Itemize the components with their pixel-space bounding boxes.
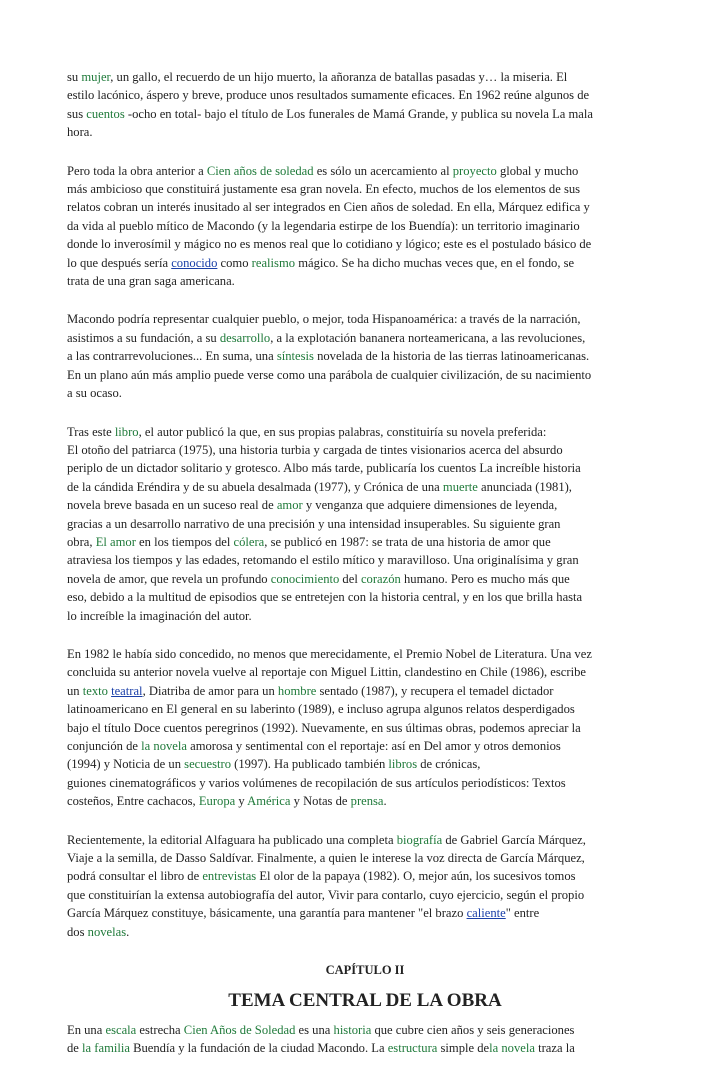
text-run: " entre [505,906,540,921]
paragraph-p1 [67,68,663,142]
text-line [67,329,663,347]
text-line [67,496,663,514]
text-line [67,831,663,849]
chapter-title: TEMA CENTRAL DE LA OBRA [228,990,502,1012]
keyword-link[interactable]: la familia [82,1041,130,1056]
text-run: dos [67,924,88,939]
keyword-link[interactable]: estructura [387,1041,438,1056]
text-run: anunciada (1981), [477,479,572,494]
keyword-link[interactable]: muerte [442,479,478,494]
text-run: y Notas de [290,794,351,809]
text-run: novela de amor, que revela un profundo [67,571,271,586]
chapter-label: CAPÍTULO II [325,963,405,978]
text-run: lo increíble la imaginación del autor. [67,608,252,623]
text-run: bajo el título Doce cuentos peregrinos (1992). Nuevamente, en sus últimas obras, podemos apreciar la [67,720,581,735]
text-run: su [67,70,82,84]
text-line [67,700,663,718]
document-page [67,68,663,1078]
text-line [67,570,663,588]
text-line [67,198,663,216]
text-run: obra, [67,534,96,549]
text-run: más ambicioso que constituirá justamente esa gran novela. En efecto, muchos de los elementos de sus [67,182,581,197]
text-run: simple de [437,1041,490,1056]
text-run: novela breve basada en un suceso real de [67,498,277,513]
text-run: sus [67,106,87,121]
text-run: a su ocaso. [67,386,122,401]
text-run: que constituirían la extensa autobiografía del autor, Vivir para contarlo, cuyo ejercicio, según el propio [67,887,585,902]
text-line [67,867,663,885]
text-run: En 1982 le había sido concedido, no menos que merecidamente, el Premio Nobel de Literatura. Una vez [67,646,592,661]
text-line [67,366,663,384]
text-run: global y mucho [496,163,579,178]
paragraph-p7 [67,1021,663,1058]
text-run: El otoño del patriarca (1975), una historia turbia y cargada de tintes visionarios acerca del absurdo [67,442,563,457]
text-run: , a la explotación bananera norteamericana, a las revoluciones, [270,330,586,345]
text-run: humano. Pero es mucho más que [400,571,570,586]
text-line [67,607,663,625]
text-run: hora. [67,125,93,140]
paragraph-p5 [67,645,663,811]
text-line [67,441,663,459]
keyword-link[interactable]: historia [333,1023,372,1038]
keyword-link[interactable]: mujer [81,70,111,84]
keyword-link[interactable]: la novela [141,739,187,753]
text-line [67,459,663,477]
text-run: estrecha [136,1023,184,1038]
text-run: podrá consultar el libro de [67,869,203,884]
text-run: que cubre cien años y seis generaciones [371,1023,575,1038]
text-run: a las contrarrevoluciones... En suma, una [67,349,277,364]
keyword-link[interactable]: secuestro [184,757,232,772]
text-line [67,849,663,867]
text-line [67,515,663,533]
text-run: y [235,794,248,809]
text-line [67,755,663,773]
text-run: Pero toda la obra anterior a [67,163,207,178]
text-line [67,663,663,681]
text-run: traza la [534,1041,575,1056]
body-text [67,68,663,941]
text-line [67,792,663,810]
text-run: sentado (1987), y recupera el temadel dictador [316,683,554,698]
text-run: Tras este [67,424,115,439]
keyword-link[interactable]: texto [82,683,108,698]
keyword-link[interactable]: hombre [277,683,317,698]
text-run: . [126,924,130,939]
text-run: En una [67,1023,106,1038]
text-run: (1997). Ha publicado también [231,757,389,772]
text-line [67,923,663,941]
text-line [67,423,663,441]
text-run: , se publicó en 1987: se trata de una historia de amor que [264,534,551,549]
keyword-link[interactable]: biografía [396,832,443,847]
text-run: lo que después sería [67,255,172,270]
text-line [67,310,663,328]
keyword-link[interactable]: Cien Años de Soledad [183,1023,296,1038]
text-line [67,105,663,123]
text-run: -ocho en total- bajo el título de Los funerales de Mamá Grande, y publica su novela La mala [124,106,593,121]
hyperlink[interactable]: teatral [111,683,143,698]
text-run: En un plano aún más amplio puede verse como una parábola de cualquier civilización, de su nacimiento [67,367,592,382]
text-run: costeños, Entre cachacos, [67,794,199,809]
text-line [67,217,663,235]
text-line [67,478,663,496]
text-line [67,551,663,569]
text-run: novelada de la historia de las tierras latinoamericanas. [313,349,590,364]
keyword-link[interactable]: realismo [251,255,296,270]
text-run: relatos cobran un interés inusitado al ser integrados en Cien años de soledad. En ella, Márquez edifica y [67,200,590,215]
keyword-link[interactable]: Cien años de soledad [206,163,314,178]
keyword-link[interactable]: síntesis [276,349,314,364]
text-line [67,384,663,402]
text-run: gracias a un desarrollo narrativo de una precisión y una intensidad insuperables. Su siguiente gran [67,516,561,531]
text-run: de crónicas, [417,757,481,772]
keyword-link[interactable]: desarrollo [219,330,271,345]
text-run: Recientemente, la editorial Alfaguara ha publicado una completa [67,832,397,847]
keyword-link[interactable]: escala [105,1023,137,1038]
text-run: latinoamericano en El general en su laberinto (1989), e incluso agrupa algunos relatos desperdigados [67,702,575,717]
text-line [67,235,663,253]
paragraph-p4 [67,423,663,625]
keyword-link[interactable]: conocimiento [270,571,340,586]
text-run: García Márquez constituye, básicamente, una garantía para mantener "el brazo [67,906,467,921]
keyword-link[interactable]: libro [114,424,139,439]
text-run: estilo lacónico, áspero y breve, produce unos resultados sumamente eficaces. En 1962 reúne algunos de [67,88,590,103]
keyword-link[interactable]: América [247,794,291,809]
text-run: de la cándida Eréndira y de su abuela desalmada (1977), y Crónica de una [67,479,443,494]
text-line [67,588,663,606]
text-run: Macondo podría representar cualquier pueblo, o mejor, toda Hispanoamérica: a través de la narración, [67,312,581,327]
text-run: de [67,1041,83,1056]
paragraph-p6 [67,831,663,941]
paragraph-p2 [67,162,663,291]
keyword-link[interactable]: novelas [87,924,127,939]
keyword-link[interactable]: prensa [350,794,384,809]
text-run: y venganza que adquiere dimensiones de leyenda, [302,498,558,513]
text-line [67,347,663,365]
keyword-link[interactable]: cólera [233,534,265,549]
text-line [67,774,663,792]
text-run: Viaje a la semilla, de Dasso Saldívar. Finalmente, a quien le interese la voz directa de García Márquez, [67,851,585,866]
keyword-link[interactable]: entrevistas [202,869,257,884]
text-line [67,272,663,290]
text-line [67,68,663,86]
text-line [67,86,663,104]
keyword-link[interactable]: Europa [198,794,236,809]
keyword-link[interactable]: corazón [360,571,401,586]
text-line [67,719,663,737]
text-run: atraviesa los tiempos y las edades, retomando el estilo mítico y maravilloso. Una originalísima y gran [67,553,579,568]
text-run: es sólo un acercamiento al [313,163,453,178]
text-run: . [383,794,387,809]
text-run: en los tiempos del [135,534,234,549]
text-line [67,254,663,272]
text-line [67,1021,663,1039]
text-run: Buendía y la fundación de la ciudad Macondo. La [129,1041,388,1056]
keyword-link[interactable]: libros [388,757,418,772]
text-run: un [67,683,83,698]
keyword-link[interactable]: amor [276,498,303,513]
hyperlink[interactable]: caliente [466,906,506,921]
text-run: eso, debido a la multitud de episodios que se entretejen con la historia central, y en los que brilla hasta [67,590,583,605]
text-run: del [339,571,361,586]
text-run: El olor de la papaya (1982). O, mejor aún, los sucesivos tomos [256,869,576,884]
text-run: guiones cinematográficos y varios volúmenes de recopilación de sus artículos periodísticos: Textos [67,775,566,790]
text-run: amorosa y sentimental con el reportaje: así en Del amor y otros demonios [186,739,561,753]
keyword-link[interactable]: proyecto [452,163,497,178]
text-run: donde lo inverosímil y mágico no es menos real que lo cotidiano y lógico; este es el postulado básico de [67,237,592,252]
text-line [67,737,663,755]
text-run: es una [295,1023,334,1038]
paragraph-p3 [67,310,663,402]
text-line [67,1039,663,1057]
keyword-link[interactable]: cuentos [86,106,125,121]
text-run: , el autor publicó la que, en sus propias palabras, constituiría su novela preferida: [138,424,547,439]
text-line [67,533,663,551]
chapter-intro [67,1021,663,1058]
text-line [67,886,663,904]
text-run: de Gabriel García Márquez, [442,832,586,847]
text-run: asistimos a su fundación, a su [67,330,220,345]
text-run: , un gallo, el recuerdo de un hijo muerto, la añoranza de batallas pasadas y… la miseria. El [110,70,568,84]
text-run: concluida su anterior novela vuelve al reportaje con Miguel Littin, clandestino en Chile (1986), escribe [67,665,586,680]
text-line [67,645,663,663]
text-line [67,123,663,141]
text-line [67,180,663,198]
text-run: conjunción de [67,739,142,753]
text-run: periplo de un dictador solitario y grotesco. Albo más tarde, publicaría los cuentos La increíble historia [67,461,581,476]
text-run: como [217,255,252,270]
text-run: trata de una gran saga americana. [67,274,235,289]
text-run: , Diatriba de amor para un [142,683,278,698]
text-run: da vida al pueblo mítico de Macondo (y la legendaria estirpe de los Buendía): un territorio imaginario [67,218,580,233]
text-line [67,682,663,700]
keyword-link[interactable]: la novela [489,1041,535,1056]
text-run: mágico. Se ha dicho muchas veces que, en el fondo, se [295,255,575,270]
keyword-link[interactable]: El amor [95,534,136,549]
text-line [67,904,663,922]
text-run: (1994) y Noticia de un [67,757,185,772]
text-line [67,162,663,180]
hyperlink[interactable]: conocido [171,255,218,270]
